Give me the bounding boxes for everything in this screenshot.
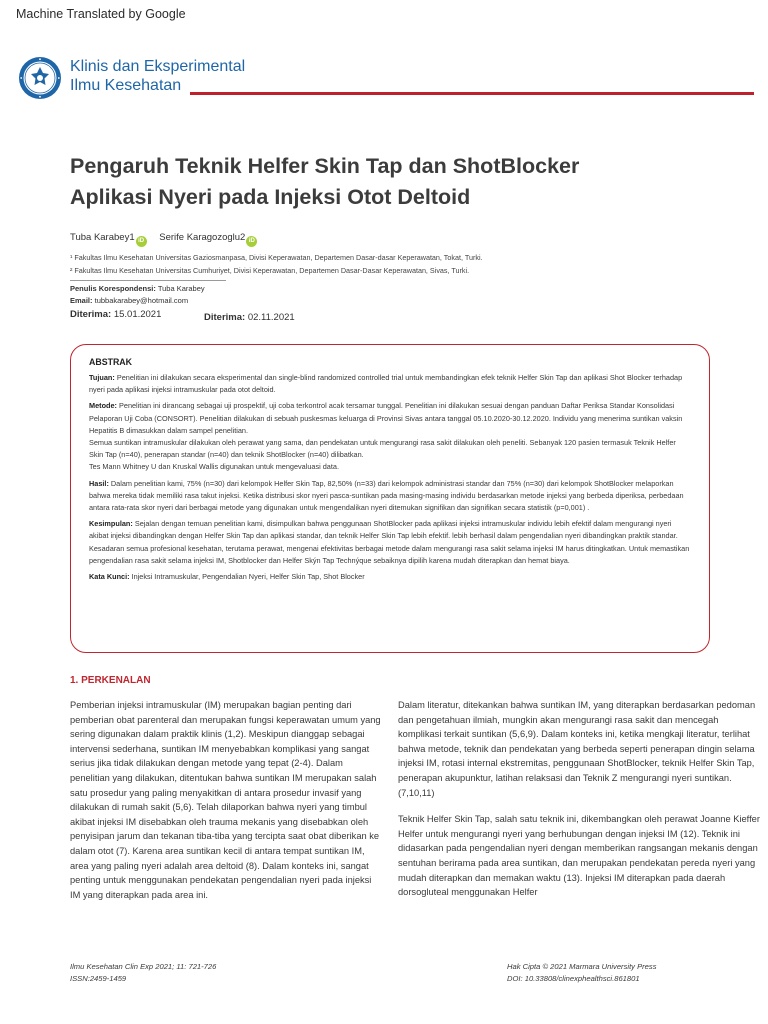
section-heading-introduction: 1. PERKENALAN xyxy=(70,675,151,686)
journal-seal-logo xyxy=(18,56,62,100)
citation-text: Ilmu Kesehatan Clin Exp 2021; 11: 721-726 xyxy=(70,962,217,971)
author-1 xyxy=(70,232,147,247)
orcid-icon[interactable]: iD xyxy=(136,236,147,247)
received-label: Diterima: xyxy=(70,309,112,320)
methods-text: Penelitian ini dirancang sebagai uji prospektif, uji coba terkontrol acak tersamar tunggal. Penelitian ini dilakukan sesuai dengan panduan Daftar Periksa Standar Konsolidasi Pelaporan Uji Coba (CONSORT). Penelitian dilakukan di sebuah puskesmas keluarga di Provinsi Sivas antara tanggal 05.10.2020-30.12.2020. Individu yang menerima suntikan vaksin Hepatitis B dimasukkan dalam sampel penelitian. xyxy=(89,401,683,435)
abstract-keywords xyxy=(89,571,691,583)
body-column-left xyxy=(70,698,382,902)
conclusion-text: Sejalan dengan temuan penelitian kami, disimpulkan bahwa penggunaan ShotBlocker pada aplikasi injeksi intramuskular individu lebih efektif dalam mengurangi nyeri akibat injeksi dibandingkan dengan Helfer Skin Tap dan aplikasi standar, dan teknik Helfer Skin Tap lebih efektif. lebih berhasil dalam pengendalian nyeri dibandingkan praktik standar. Kesadaran semua profesional kesehatan, terutama perawat, mengenai efektivitas berbagai metode dalam mengurangi rasa sakit selama injeksi IM harus ditingkatkan. Untuk memastikan pengendalian rasa sakit selama injeksi IM, Shotblocker dan Helfer Skýn Tap Technýque sebaiknya dipilih karena mudah diterapkan dan hemat biaya. xyxy=(89,519,690,565)
issn-text: ISSN:2459-1459 xyxy=(70,974,127,983)
accepted-date: 02.11.2021 xyxy=(247,312,295,323)
methods-label: Metode: xyxy=(89,401,117,411)
keywords-text: Injeksi Intramuskular, Pengendalian Nyeri, Helfer Skin Tap, Shot Blocker xyxy=(131,572,365,582)
abstract-objective xyxy=(89,372,691,396)
accepted-label: Diterima: xyxy=(204,312,246,323)
doi-link[interactable]: DOI: 10.33808/clinexphealthsci.861801 xyxy=(507,974,640,983)
methods-text-2: Semua suntikan intramuskular dilakukan oleh perawat yang sama, dan pendekatan untuk mengurangi rasa sakit dilakukan oleh peneliti. Sebanyak 120 pasien termasuk Teknik Helfer Skin Tap (n=40), penerapan standar (n=40) dan teknik ShotBlocker (n=40) dilibatkan. xyxy=(89,438,676,460)
received-date: 15.01.2021 xyxy=(113,309,162,320)
results-text: Dalam penelitian kami, 75% (n=30) dari kelompok Helfer Skin Tap, 82,50% (n=33) dari kelompok administrasi standar dan 75% (n=30) dari kelompok ShotBlocker melaporkan bahwa mereka tidak memiliki rasa takut injeksi. Ketika distribusi skor nyeri pasca-suntikan pada masing-masing individu berdasarkan metode injeksi yang berbeda diperiksa, perbedaan antara rata-rata skor nyeri dari berbagai metode yang digunakan untuk mengendalikan nyeri ditemukan signifikan dan signifikan secara statistik (p=0,001) . xyxy=(89,478,684,513)
intro-paragraph-2: Dalam literatur, ditekankan bahwa suntikan IM, yang diterapkan berdasarkan pedoman dan pengetahuan ilmiah, mungkin akan mengurangi rasa sakit dan mencegah komplikasi terkait suntikan (5,6,9). Dalam konteks ini, ketika mengkaji literatur, terlihat bahwa metode, teknik dan pendekatan yang berbeda seperti penerapan dingin selama injeksi IM, rotasi internal ekstremitas, penggunaan ShotBlocker, teknik Helfer Skin Tap, penerapan akupunktur, latihan relaksasi dan Teknik Z mengurangi nyeri suntikan. (7,10,11) xyxy=(398,700,756,798)
abstract-box xyxy=(70,344,710,653)
keywords-label: Kata Kunci: xyxy=(89,572,130,582)
author-2-name: Serife Karagozoglu2 xyxy=(159,232,246,243)
author-1-name: Tuba Karabey1 xyxy=(70,232,135,243)
article-dates xyxy=(70,309,390,323)
email-label: Email: xyxy=(70,296,93,305)
machine-translation-banner: Machine Translated by Google xyxy=(16,7,186,21)
intro-paragraph-1: Pemberian injeksi intramuskular (IM) merupakan bagian penting dari pemberian obat parenteral dan merupakan fungsi keperawatan umum yang sering digunakan dalam praktik klinis (1,2). Meskipun dianggap sebagai intervensi sederhana, suntikan IM menyebabkan komplikasi yang sangat serius jika tidak dilakukan dengan metode yang tepat (2-4). Dalam penelitian yang dilakukan, ditentukan bahwa suntikan IM merupakan salah satu prosedur yang paling menyakitkan di antara prosedur invasif yang dilakukan di rumah sakit (5,6). Telah dilaporkan bahwa nyeri yang timbul akibat injeksi IM disebabkan oleh trauma mekanis yang disebabkan oleh penyisipan jarum dan tekanan tiba-tiba yang tercipta saat obat diberikan ke dalam otot (7). Karena area suntikan kecil di antara tempat suntikan IM, area yang paling nyeri adalah area deltoid (8). Dalam konteks ini, sangat penting untuk menggunakan pendekatan pengendalian nyeri pada injeksi IM yang diterapkan pada area ini. xyxy=(70,700,381,900)
abstract-heading: ABSTRAK xyxy=(89,357,133,367)
abstract-conclusion xyxy=(89,518,691,567)
abstract-results xyxy=(89,478,691,515)
methods-text-3: Tes Mann Whitney U dan Kruskal Wallis digunakan untuk mengevaluasi data. xyxy=(89,462,339,472)
corr-email[interactable]: tubbakarabey@hotmail.com xyxy=(94,296,189,305)
footer-citation xyxy=(70,961,216,985)
author-list xyxy=(70,232,267,247)
header-rule xyxy=(190,92,754,95)
journal-name xyxy=(70,57,245,95)
abstract-methods xyxy=(89,400,691,473)
corr-label: Penulis Korespondensi: xyxy=(70,284,156,293)
conclusion-label: Kesimpulan: xyxy=(89,519,133,529)
results-label: Hasil: xyxy=(89,478,109,488)
objective-label: Tujuan: xyxy=(89,373,115,382)
title-line2: Aplikasi Nyeri pada Injeksi Otot Deltoid xyxy=(70,185,471,209)
correspondence-rule xyxy=(70,280,226,281)
footer-copyright xyxy=(507,961,657,985)
author-2 xyxy=(159,232,257,247)
intro-paragraph-3: Teknik Helfer Skin Tap, salah satu teknik ini, dikembangkan oleh perawat Joanne Kieffer Helfer untuk mengurangi nyeri yang berhubungan dengan injeksi IM (12). Teknik ini didasarkan pada pengendalian nyeri dengan memberikan rangsangan mekanis dengan sentuhan berirama pada area suntikan, dan merupakan pendekatan pereda nyeri yang mudah diterapkan dan memakan waktu (13). Injeksi IM diterapkan pada daerah dorsogluteal menggunakan Helfer xyxy=(398,814,760,898)
affiliation-2: ² Fakultas Ilmu Kesehatan Universitas Cumhuriyet, Divisi Keperawatan, Departemen Dasar-Dasar Keperawatan, Sivas, Turki. xyxy=(70,265,470,275)
corr-name: Tuba Karabey xyxy=(157,284,205,293)
journal-name-line1: Klinis dan Eksperimental xyxy=(70,58,246,75)
objective-text: Penelitian ini dilakukan secara eksperimental dan single-blind randomized controlled trial untuk membandingkan efek teknik Helfer Skin Tap dan aplikasi Shot Blocker terhadap nyeri pada aplikasi injeksi intramuskular pada otot deltoid. xyxy=(89,373,683,395)
copyright-text: Hak Cipta © 2021 Marmara University Press xyxy=(507,962,657,971)
journal-name-line2: Ilmu Kesehatan xyxy=(70,77,182,94)
title-line1: Pengaruh Teknik Helfer Skin Tap dan ShotBlocker xyxy=(70,154,580,178)
affiliations xyxy=(70,252,483,277)
body-column-right xyxy=(398,698,764,900)
correspondence-block xyxy=(70,283,205,307)
affiliation-1: ¹ Fakultas Ilmu Kesehatan Universitas Gaziosmanpasa, Divisi Keperawatan, Departemen Dasar-dasar Keperawatan, Tokat, Turki. xyxy=(70,253,483,262)
orcid-icon[interactable]: iD xyxy=(246,236,257,247)
article-title xyxy=(70,151,710,213)
